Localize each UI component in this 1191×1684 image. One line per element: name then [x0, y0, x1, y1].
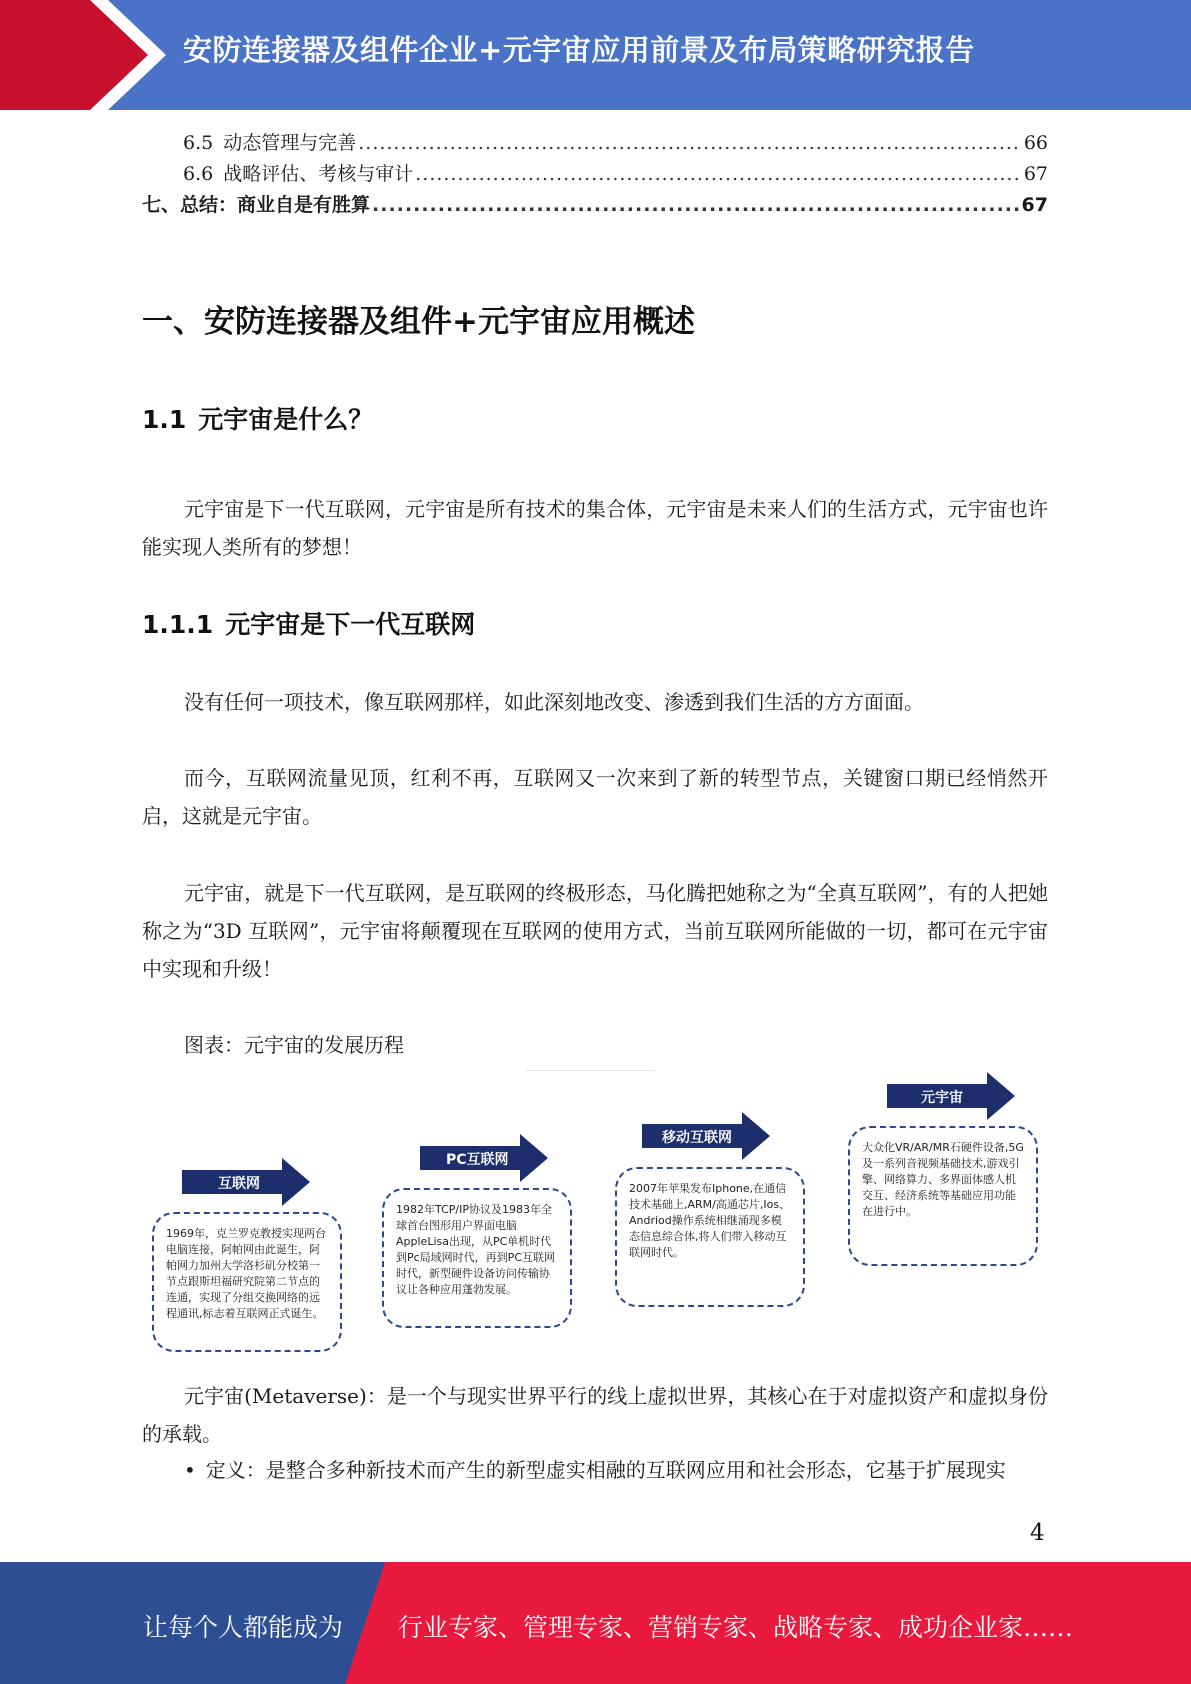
page-header	[0, 0, 1191, 110]
page-number: 4	[1030, 1520, 1045, 1546]
stage-box-pc-internet: 1982年TCP/IP协议及1983年全球首台图形用户界面电脑AppleLisa出现，从PC单机时代到Pc局域网时代，再到PC互联网时代，新型硬件设备访问传输协议让各种应用蓬勃发展。	[382, 1188, 572, 1328]
header-title: 安防连接器及组件企业+元宇宙应用前景及布局策略研究报告	[183, 33, 975, 67]
stage-label: PC互联网	[446, 1152, 509, 1168]
section-1-heading: 一、安防连接器及组件+元宇宙应用概述	[142, 304, 695, 340]
stage-arrow-internet	[182, 1158, 310, 1206]
toc-entry-page: 67	[1023, 163, 1048, 185]
toc-entry-label: 七、总结：商业自是有胜算	[142, 194, 371, 216]
toc-leader-dots	[372, 193, 1020, 217]
intro-paragraph: 元宇宙是下一代互联网，元宇宙是所有技术的集合体，元宇宙是未来人们的生活方式，元宇宙也许能实现人类所有的梦想！	[142, 497, 1048, 559]
toc-entry-number: 6.5	[183, 132, 214, 154]
toc-entry-page: 66	[1023, 132, 1048, 154]
toc-entry-label: 战略评估、考核与审计	[223, 163, 414, 185]
toc-entry-6-6[interactable]	[183, 162, 1048, 186]
section-title: 元宇宙是什么？	[198, 405, 374, 434]
section-title: 元宇宙是下一代互联网	[225, 610, 476, 639]
body-paragraph: 元宇宙，就是下一代互联网，是互联网的终极形态，马化腾把她称之为“全真互联网”，有的人把她称之为“3D 互联网”，元宇宙将颠覆现在互联网的使用方式，当前互联网所能做的一切，都可在元宇宙中实现和升级！	[142, 881, 1048, 981]
stage-label: 互联网	[218, 1176, 260, 1192]
definition-paragraph: 元宇宙(Metaverse)：是一个与现实世界平行的线上虚拟世界，其核心在于对虚拟资产和虚拟身份的承载。	[142, 1384, 1048, 1446]
figure-caption: 图表：元宇宙的发展历程	[184, 1033, 404, 1057]
stage-box-internet: 1969年，克兰罗克教授实现两台电脑连接，阿帕网由此诞生，阿帕网力加州大学洛杉矶分校第一节点跟斯坦福研究院第二节点的连通，实现了分组交换网络的远程通讯,标志着互联网正式诞生。	[152, 1212, 342, 1352]
toc-leader-dots	[358, 131, 1022, 155]
footer-slogan-right: 行业专家、管理专家、营销专家、战略专家、成功企业家……	[398, 1613, 1074, 1642]
figure-divider	[525, 1070, 655, 1071]
timeline-figure	[142, 1062, 1048, 1362]
footer-slogan-left: 让每个人都能成为	[143, 1613, 344, 1642]
stage-box-mobile-internet: 2007年苹果发布Iphone,在通信技术基础上,ARM/高通芯片,Ios、Andriod操作系统相继涌现多模态信息综合体,将人们带入移动互联网时代。	[615, 1167, 805, 1307]
section-number: 1.1.1	[142, 610, 214, 639]
definition-bullet	[184, 1451, 1048, 1489]
stage-arrow-pc-internet	[420, 1134, 548, 1182]
stage-label: 元宇宙	[921, 1090, 963, 1106]
section-1-1-1-heading	[142, 605, 475, 641]
stage-arrow-metaverse	[887, 1072, 1015, 1120]
toc-entry-page: 67	[1021, 194, 1048, 216]
page-footer	[0, 1562, 1191, 1684]
stage-label: 移动互联网	[662, 1130, 732, 1146]
toc-entry-chapter-7[interactable]	[142, 193, 1048, 217]
body-paragraph: 没有任何一项技术，像互联网那样，如此深刻地改变、渗透到我们生活的方方面面。	[184, 690, 924, 714]
bullet-text: 定义：是整合多种新技术而产生的新型虚实相融的互联网应用和社会形态，它基于扩展现实	[205, 1458, 1006, 1482]
section-number: 1.1	[142, 405, 187, 434]
stage-arrow-mobile-internet	[642, 1112, 770, 1160]
toc-entry-6-5[interactable]	[183, 131, 1048, 155]
bullet-icon: •	[184, 1458, 196, 1482]
toc-entry-number: 6.6	[183, 163, 214, 185]
stage-box-metaverse: 大众化VR/AR/MR石硬件设备,5G及一系列音视频基础技术,游戏引擎、网络算力、多界面体感人机交互、经济系统等基础应用功能在进行中。	[848, 1126, 1038, 1266]
toc-leader-dots	[415, 162, 1022, 186]
section-1-1-heading	[142, 400, 373, 436]
body-paragraph: 而今，互联网流量见顶，红利不再，互联网又一次来到了新的转型节点，关键窗口期已经悄然开启，这就是元宇宙。	[142, 766, 1048, 828]
toc-entry-label: 动态管理与完善	[223, 132, 357, 154]
